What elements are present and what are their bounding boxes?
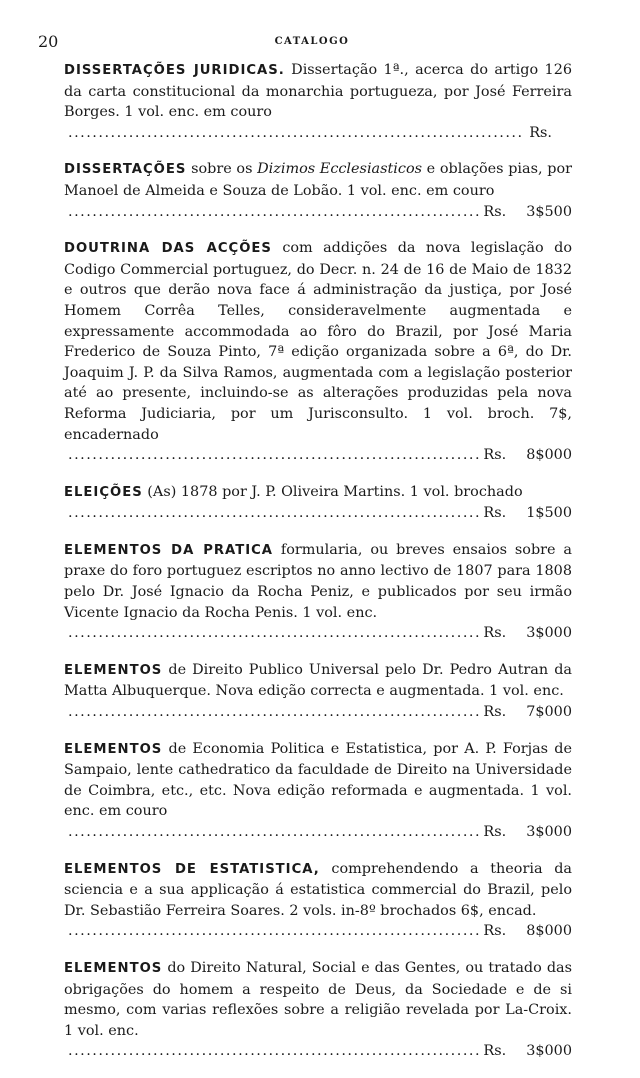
- entry-heading: DISSERTAÇÕES JURIDICAS.: [64, 63, 285, 78]
- catalog-entry: [48, 859, 572, 942]
- price-line: [64, 702, 572, 723]
- price-currency: Rs.: [483, 447, 507, 464]
- entry-text: comprehendendo a theoria da sciencia e a sua applicação á estatistica commercial do Brazil, pelo Dr. Sebastião Ferreira Soares. 2 vols. in-8º brochados 6$, encad.: [64, 860, 572, 919]
- catalog-entry: [48, 238, 572, 466]
- catalog-entry: [48, 739, 572, 843]
- price-line: [64, 1041, 572, 1062]
- price-line: [64, 445, 572, 466]
- price-currency: Rs.: [483, 203, 507, 220]
- catalog-entry: [48, 159, 572, 222]
- entry-text: do Direito Natural, Social e das Gentes, ou tratado das obrigações do homem a respeito de Deus, da Sociedade e de si mesmo, com varias reflexões sobre a religião revelada por La-Croix. 1 vol. enc.: [64, 959, 572, 1039]
- entry-heading: DOUTRINA DAS ACÇÕES: [64, 241, 272, 257]
- entry-text: Dissertação 1ª., acerca do artigo 126 da carta constitucional da monarchia portugueza, por José Ferreira Borges. 1 vol. enc. em couro: [64, 62, 573, 121]
- page-header: [38, 32, 586, 52]
- entry-body: [64, 540, 572, 623]
- running-head: CATALOGO: [274, 36, 350, 47]
- entry-text: de Economia Politica e Estatistica, por A. P. Forjas de Sampaio, lente cathedratico da faculdade de Direito na Universidade de Coimbra, etc., etc. Nova edição reformada e augmentada. 1 vol. enc. em couro: [64, 740, 572, 820]
- entry-heading: ELEIÇÕES: [64, 484, 143, 500]
- price-currency: Rs.: [483, 505, 507, 522]
- catalog-entry: [48, 540, 572, 644]
- entry-text: com addições da nova legislação do Codigo Commercial portuguez, do Decr. n. 24 de 16 de Maio de 1832 e outros que derão nova face á administração da justiça, por José Homem Corrêa Telles, consideravelmente augmentada e expressamente accommodada ao fôro do Brazil, por José Maria Frederico de Souza Pinto, 7ª edição organizada sobre a 6ª, do Dr. Joaquim J. P. da Silva Ramos, augmentada com a legislação posterior até ao presente, incluindo-se as alterações produzidas pela nova Reforma Judiciaria, por um Jurisconsulto. 1 vol. broch. 7$, encadernado: [64, 240, 572, 443]
- entry-text: sobre os: [186, 161, 258, 178]
- entry-text: e oblações pias, por Manoel de Almeida e Souza de Lobão. 1 vol. enc. em couro: [64, 161, 572, 199]
- price-line: [64, 503, 572, 524]
- catalog-entries: [48, 60, 572, 1078]
- price-currency: Rs.: [483, 923, 507, 940]
- entry-body: [64, 482, 572, 504]
- entry-heading: ELEMENTOS: [64, 662, 163, 678]
- dot-leader: [64, 123, 525, 144]
- price-line: [64, 921, 572, 942]
- entry-body: [64, 660, 572, 702]
- entry-heading: ELEMENTOS: [64, 960, 163, 976]
- dot-leader: [64, 702, 479, 723]
- dot-leader: [64, 1041, 479, 1062]
- price-amount: 3$000: [526, 625, 572, 642]
- entry-text: de Direito Publico Universal pelo Dr. Pedro Autran da Matta Albuquerque. Nova edição correcta e augmentada. 1 vol. enc.: [64, 661, 572, 700]
- price-amount: 8$000: [526, 923, 572, 940]
- dot-leader: [64, 822, 479, 843]
- price-amount: 8$000: [526, 447, 572, 464]
- price-line: [64, 123, 572, 144]
- price-line: [64, 623, 572, 644]
- entry-heading: DISSERTAÇÕES: [64, 162, 187, 178]
- price-amount: 3$000: [526, 1043, 572, 1060]
- entry-text: (As) 1878 por J. P. Oliveira Martins. 1 vol. brochado: [142, 483, 523, 500]
- dot-leader: [64, 921, 479, 942]
- entry-heading: ELEMENTOS DE ESTATISTICA,: [64, 861, 320, 877]
- entry-body: [64, 739, 572, 822]
- price-currency: Rs.: [483, 625, 507, 642]
- entry-body: [64, 60, 572, 123]
- price-amount: 3$000: [526, 824, 572, 840]
- price-currency: Rs.: [529, 124, 552, 141]
- entry-body: [64, 238, 572, 445]
- dot-leader: [64, 503, 479, 524]
- catalog-entry: [48, 958, 572, 1062]
- entry-body: [64, 159, 572, 201]
- catalog-entry: [48, 60, 572, 143]
- price-currency: Rs.: [483, 704, 507, 721]
- entry-heading: ELEMENTOS: [64, 741, 163, 757]
- entry-heading: ELEMENTOS DA PRATICA: [64, 542, 273, 558]
- dot-leader: [64, 202, 479, 223]
- price-amount: 1$500: [526, 505, 572, 522]
- catalog-entry: [48, 660, 572, 723]
- entry-text: formularia, ou breves ensaios sobre a praxe do foro portuguez escriptos no anno lectivo de 1807 para 1808 pelo Dr. José Ignacio da Rocha Peniz, e publicados por seu irmão Vicente Ignacio da Rocha Penis. 1 vol. enc.: [64, 541, 572, 621]
- price-amount: 7$000: [526, 704, 572, 721]
- price-line: [64, 822, 572, 843]
- price-currency: Rs.: [483, 1043, 507, 1060]
- entry-italic-title: Dizimos Ecclesiasticos: [257, 161, 423, 178]
- dot-leader: [64, 623, 479, 644]
- page-number: 20: [38, 32, 59, 51]
- dot-leader: [64, 445, 479, 466]
- entry-body: [64, 859, 572, 922]
- price-amount: 3$500: [526, 203, 572, 220]
- catalog-entry: [48, 482, 572, 524]
- price-line: [64, 202, 572, 223]
- price-currency: Rs.: [483, 824, 507, 840]
